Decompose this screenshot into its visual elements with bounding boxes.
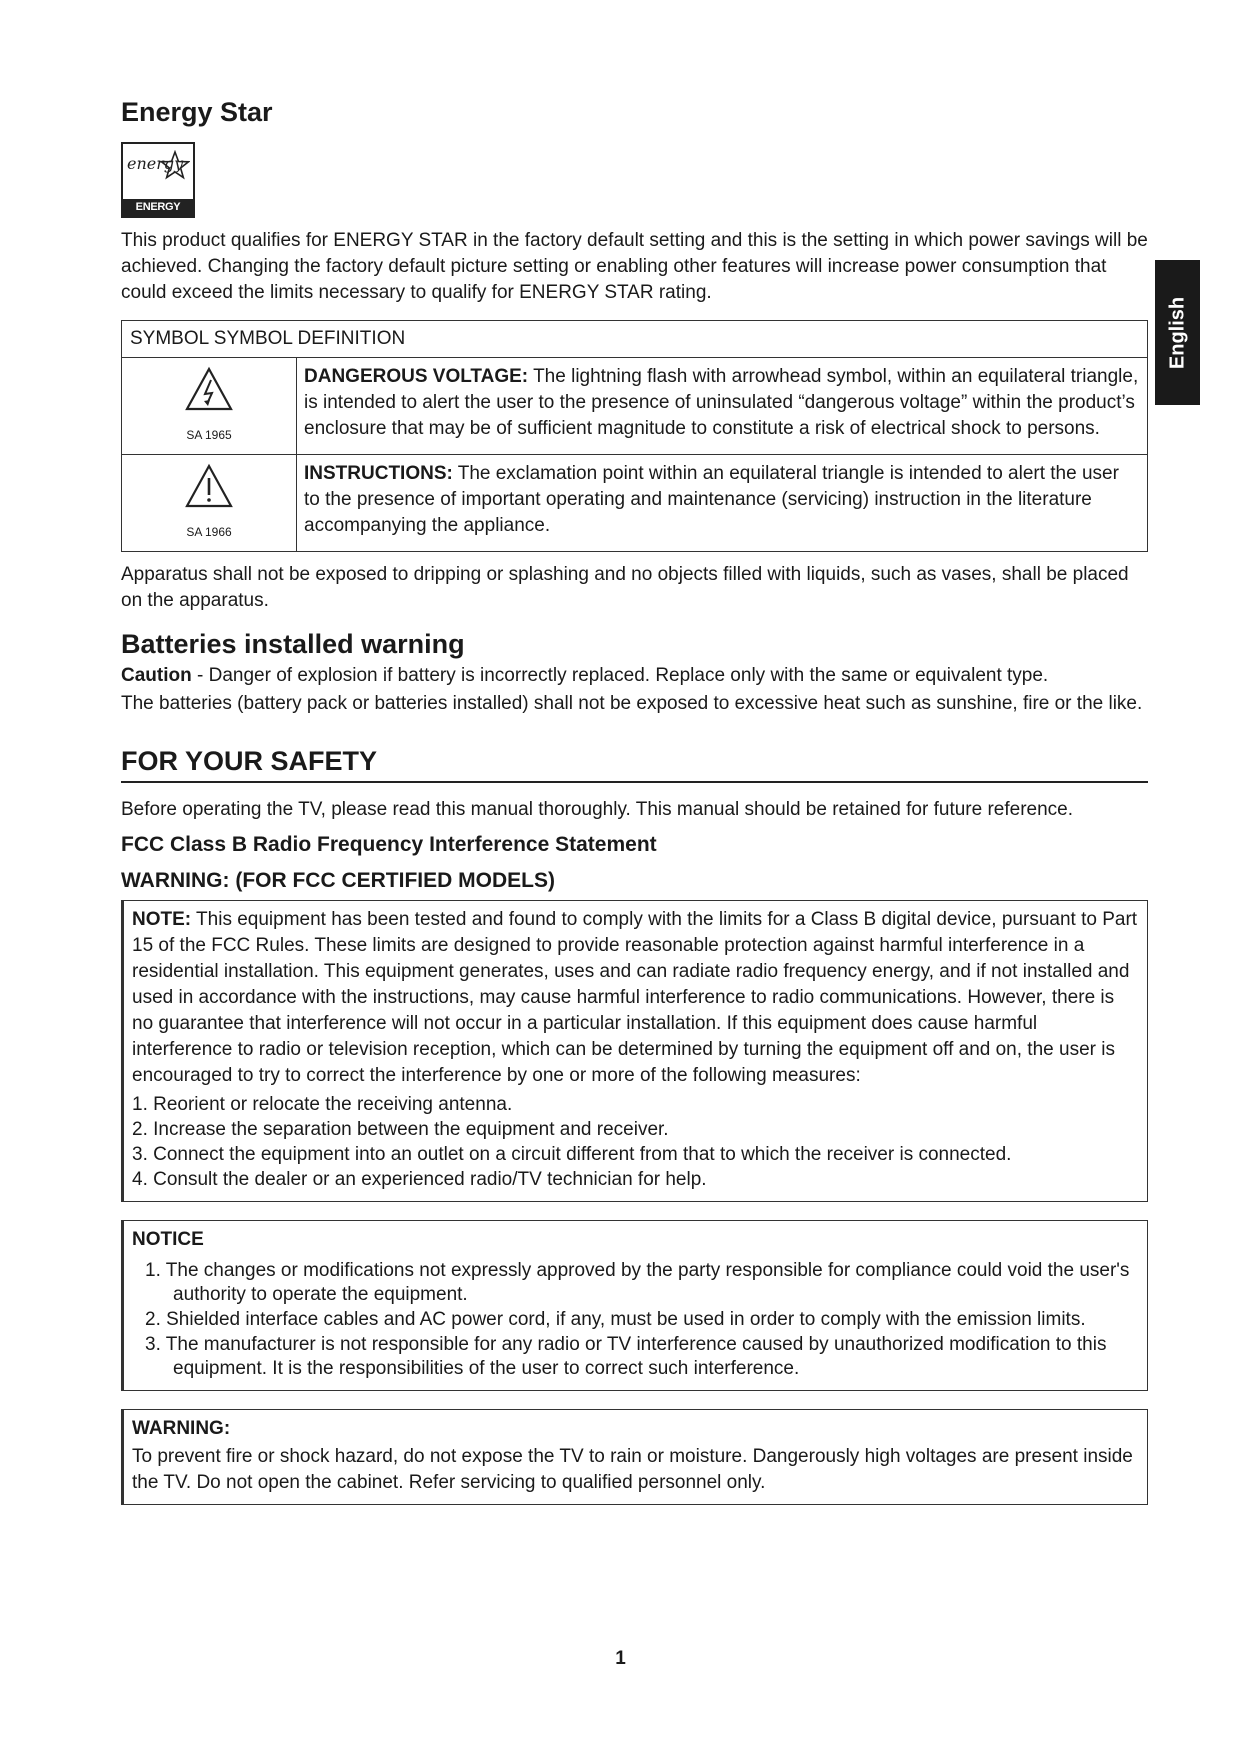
safety-heading-rule <box>121 745 1148 783</box>
energy-star-logo-label: ENERGY STAR <box>123 199 193 216</box>
energy-star-logo-script: energy <box>127 154 184 174</box>
list-item: 3. Connect the equipment into an outlet on a circuit different from that to which the receiver is connected. <box>132 1144 1012 1166</box>
shock-warning-text: To prevent fire or shock hazard, do not expose the TV to rain or moisture. Dangerously high voltages are present inside the TV. Do not open the cabinet. Refer servicing to qualified personnel only. <box>132 1446 1133 1494</box>
symbol-definition: The lightning flash with arrowhead symbol, within an equilateral triangle, is intended to alert the user to the presence of uninsulated “dangerous voltage” within the product’s enclosure that may be of sufficient magnitude to constitute a risk of electrical shock to persons. <box>304 366 1139 440</box>
shock-warning-box <box>121 1409 1148 1505</box>
symbol-code: SA 1965 <box>186 428 232 443</box>
fcc-measures-list <box>132 1093 1139 1192</box>
fcc-warning-heading: WARNING: (FOR FCC CERTIFIED MODELS) <box>121 869 555 893</box>
energy-star-heading: Energy Star <box>121 97 273 127</box>
note-text: This equipment has been tested and found to comply with the limits for a Class B digital device, pursuant to Part 15 of the FCC Rules. These limits are designed to provide reasonable protection against harmful interference in a residential installation. This equipment generates, uses and can radiate radio frequency energy, and if not installed and used in accordance with the instructions, may cause harmful interference to radio communications. However, there is no guarantee that interference will not occur in a particular installation. If this equipment does cause harmful interference to radio or television reception, which can be determined by turning the equipment off and on, the user is encouraged to try to correct the interference by one or more of the following measures: <box>132 909 1138 1087</box>
symbol-definition-table <box>121 320 1148 552</box>
list-item: 1. Reorient or relocate the receiving antenna. <box>132 1094 513 1116</box>
note-label: NOTE: <box>132 909 192 931</box>
notice-list <box>132 1259 1139 1381</box>
fcc-note-box <box>121 900 1148 1202</box>
caution-paragraph <box>121 663 1148 689</box>
symbol-term: INSTRUCTIONS: <box>304 463 453 485</box>
star-icon <box>160 150 190 180</box>
energy-star-logo <box>121 142 195 231</box>
energy-star-paragraph: This product qualifies for ENERGY STAR in the factory default setting and this is the setting in which power savings will be achieved. Changing the factory default picture setting or enabling other features will increase power consumption that could exceed the limits necessary to qualify for ENERGY STAR rating. <box>121 230 1148 304</box>
table-row <box>122 358 1148 455</box>
safety-heading: FOR YOUR SAFETY <box>121 745 378 776</box>
caution-text: - Danger of explosion if battery is incorrectly replaced. Replace only with the same or equivalent type. <box>191 664 1049 686</box>
list-item: 3. The manufacturer is not responsible for any radio or TV interference caused by unauthorized modification to this equipment. It is the responsibilities of the user to correct such interference. <box>145 1334 1107 1380</box>
list-item: 4. Consult the dealer or an experienced radio/TV technician for help. <box>132 1169 707 1191</box>
safety-intro: Before operating the TV, please read this manual thoroughly. This manual should be retained for future reference. <box>121 799 1074 821</box>
apparatus-paragraph: Apparatus shall not be exposed to dripping or splashing and no objects filled with liquids, such as vases, shall be placed on the apparatus. <box>121 564 1129 612</box>
list-item: 2. Shielded interface cables and AC power cord, if any, must be used in order to comply with the emission limits. <box>145 1309 1086 1331</box>
language-tab-label: English <box>1166 296 1188 369</box>
list-item: 2. Increase the separation between the equipment and receiver. <box>132 1119 669 1141</box>
symbol-definition: The exclamation point within an equilateral triangle is intended to alert the user to the presence of important operating and maintenance (servicing) instruction in the literature accompanying the appliance. <box>304 463 1119 537</box>
shock-warning-label: WARNING: <box>132 1418 231 1440</box>
batteries-heading: Batteries installed warning <box>121 629 465 660</box>
exclamation-triangle-icon <box>184 463 234 509</box>
caution-label: Caution <box>121 664 192 686</box>
notice-box <box>121 1220 1148 1391</box>
list-item: 1. The changes or modifications not expressly approved by the party responsible for compliance could void the user's authority to operate the equipment. <box>145 1260 1130 1306</box>
symbol-table-header: SYMBOL SYMBOL DEFINITION <box>122 321 1148 358</box>
fcc-note-paragraph <box>132 907 1139 1089</box>
table-row <box>122 455 1148 552</box>
notice-label: NOTICE <box>132 1229 204 1251</box>
symbol-code: SA 1966 <box>186 525 232 540</box>
page-number: 1 <box>615 1648 626 1669</box>
language-tab <box>1155 260 1200 405</box>
symbol-term: DANGEROUS VOLTAGE: <box>304 366 529 388</box>
manual-page <box>121 96 1148 1505</box>
batteries-paragraph: The batteries (battery pack or batteries installed) shall not be exposed to excessive heat such as sunshine, fire or the like. <box>121 692 1143 714</box>
lightning-triangle-icon <box>184 366 234 412</box>
fcc-heading: FCC Class B Radio Frequency Interference Statement <box>121 833 657 857</box>
